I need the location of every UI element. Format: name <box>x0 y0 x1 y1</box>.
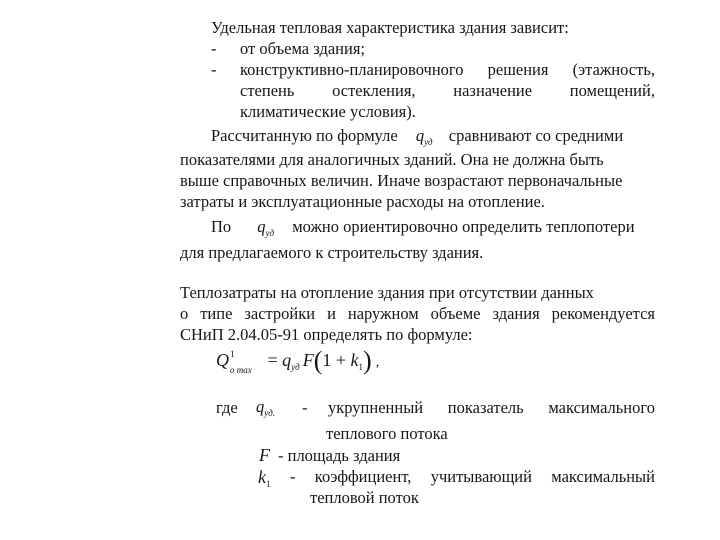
def-q-symbol <box>256 397 275 419</box>
p2-line1 <box>211 126 623 148</box>
symbol-q-sub: уд <box>291 362 300 372</box>
word: (этажность, <box>572 60 655 79</box>
symbol-k-sub: 1 <box>358 362 364 372</box>
def-dash: - <box>302 398 308 417</box>
word: степень <box>240 81 295 100</box>
word: решения <box>487 60 549 79</box>
list-item-design-line1 <box>240 60 655 80</box>
def-q-line2: теплового потока <box>326 424 448 443</box>
p3-line1 <box>211 217 635 239</box>
symbol-Q: Q <box>216 350 229 370</box>
symbol-k: k <box>350 350 359 370</box>
text: сравнивают со средними <box>448 126 624 145</box>
symbol-k: k <box>258 467 266 487</box>
text: По <box>211 217 232 236</box>
p2-line4: затраты и эксплуатационные расходы на отопление. <box>180 192 545 211</box>
p2-line2: показателями для аналогичных зданий. Она не должна быть <box>180 150 604 169</box>
symbol-Q-indices <box>229 348 263 375</box>
symbol-k-sub: 1 <box>266 479 271 489</box>
word: объеме <box>430 304 481 323</box>
symbol-q-sub: уд. <box>264 408 276 418</box>
def-q-line1 <box>328 398 655 418</box>
word: назначение <box>453 81 533 100</box>
text: Рассчитанную по формуле <box>211 126 398 145</box>
list-item-volume: от объема здания; <box>240 39 366 58</box>
heat-load-formula <box>216 348 379 373</box>
word: помещений, <box>569 81 655 100</box>
word: застройки <box>244 304 316 323</box>
word: максимальный <box>551 467 655 486</box>
word: учитывающий <box>430 467 532 486</box>
def-F <box>259 445 400 466</box>
symbol-q: q <box>282 350 292 370</box>
where-label: где <box>216 398 238 417</box>
word: максимального <box>548 398 655 417</box>
def-F-text: - площадь здания <box>278 446 401 465</box>
equals: = <box>267 350 283 370</box>
p4-line2 <box>180 304 655 324</box>
list-dash: - <box>211 39 217 58</box>
symbol-q-sub: уд <box>265 228 275 238</box>
symbol-q: q <box>415 126 425 145</box>
word: конструктивно-планировочного <box>240 60 464 79</box>
word: наружном <box>347 304 419 323</box>
p2-line3: выше справочных величин. Иначе возрастают первоначальные <box>180 171 623 190</box>
symbol-F: F <box>259 445 270 465</box>
list-item-design-line2 <box>240 81 655 101</box>
text: можно ориентировочно определить теплопотери <box>292 217 635 236</box>
paren-close: ) <box>363 346 372 375</box>
one-plus: 1 + <box>322 350 351 370</box>
word: типе <box>200 304 233 323</box>
word: рекомендуется <box>551 304 655 323</box>
word: укрупненный <box>328 398 424 417</box>
symbol-q: q <box>257 217 266 236</box>
paren-open: ( <box>313 346 323 375</box>
symbol-Q-sup: 1 <box>230 349 235 359</box>
list-dash: - <box>211 60 217 79</box>
word: остекления, <box>332 81 416 100</box>
symbol-F: F <box>302 350 314 370</box>
p3-line2: для предлагаемого к строительству здания. <box>180 243 484 262</box>
symbol-q: q <box>256 397 265 416</box>
symbol-q-sub: уд <box>424 137 433 147</box>
word: - <box>290 467 296 486</box>
word: здания <box>492 304 540 323</box>
word: коэффициент, <box>314 467 412 486</box>
def-k-line1 <box>290 467 655 487</box>
p4-line1: Теплозатраты на отопление здания при отсутствии данных <box>180 283 594 302</box>
word: о <box>180 304 189 323</box>
comma: , <box>375 355 380 370</box>
def-k-symbol <box>258 467 271 490</box>
list-item-design-line3: климатические условия). <box>240 102 416 121</box>
p4-line3: СНиП 2.04.05-91 определять по формуле: <box>180 325 473 344</box>
word: и <box>327 304 336 323</box>
word: показатель <box>447 398 524 417</box>
heading-line: Удельная тепловая характеристика здания зависит: <box>211 18 569 37</box>
def-k-line2: тепловой поток <box>310 488 419 507</box>
symbol-Q-sub: о max <box>230 365 252 375</box>
